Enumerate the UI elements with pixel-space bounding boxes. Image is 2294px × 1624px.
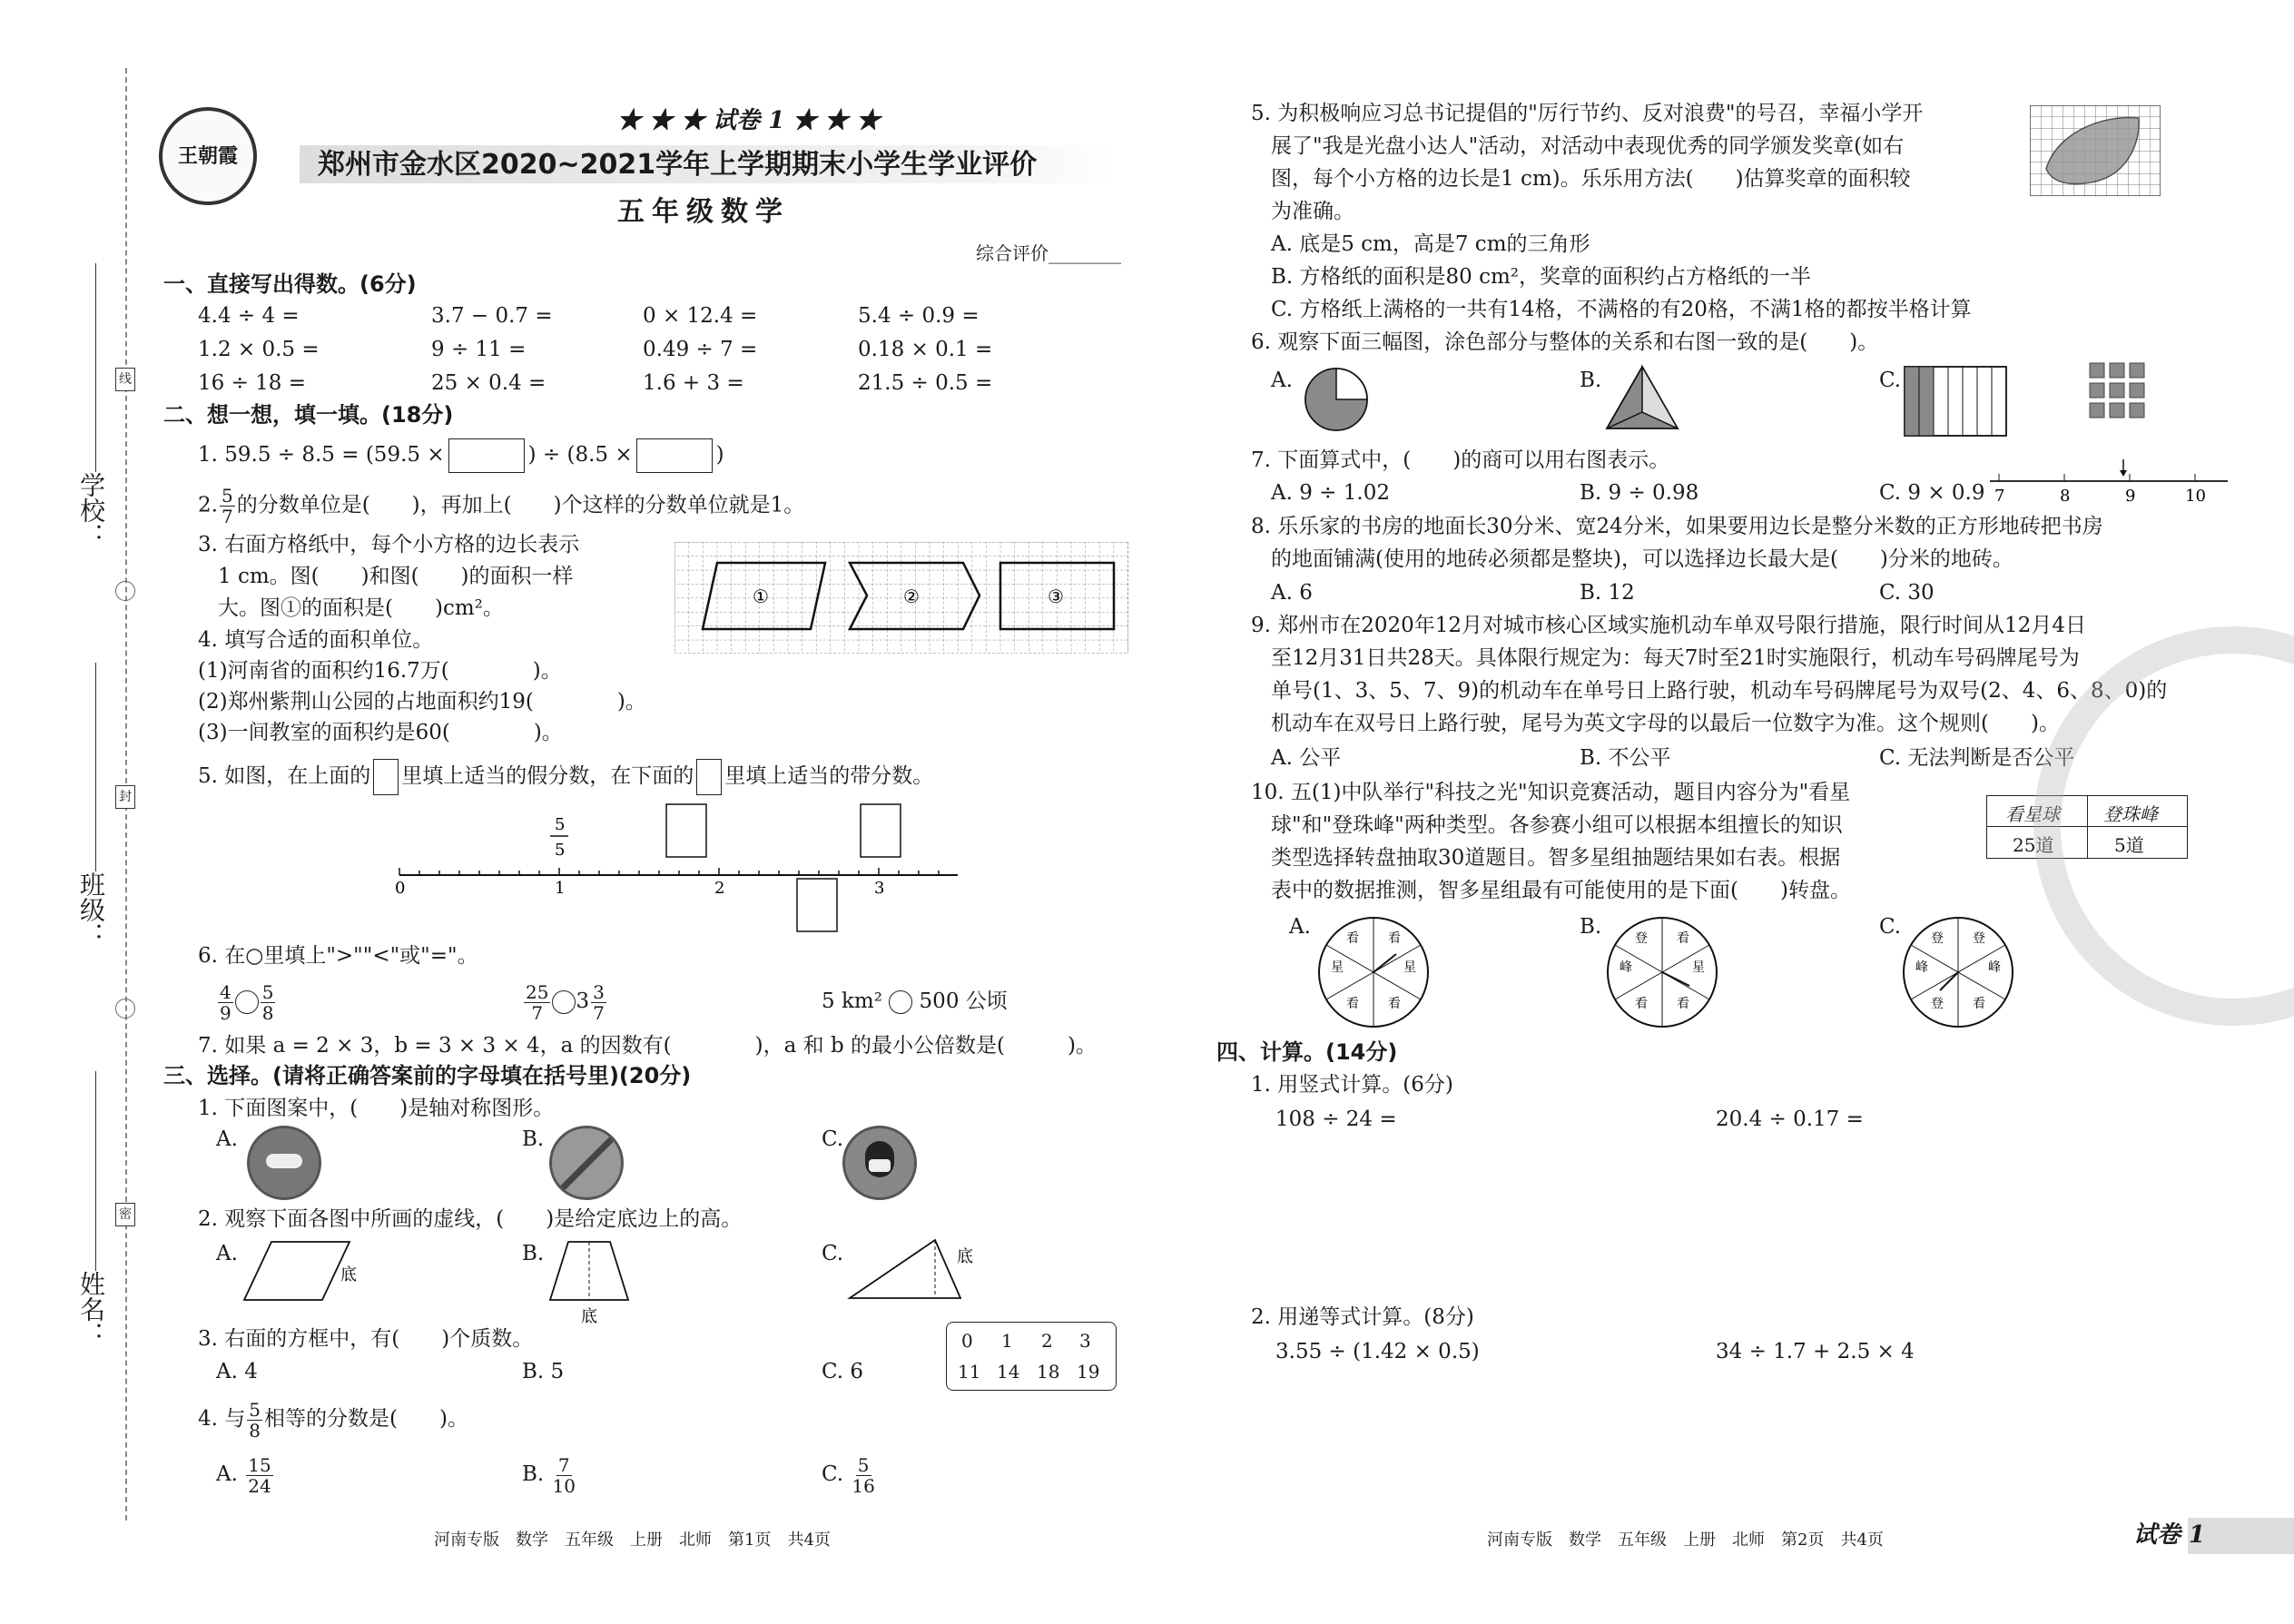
reference-squares-figure — [2088, 361, 2146, 419]
name-label: 姓名： — [76, 1271, 106, 1347]
calc-item: 0.18 × 0.1 = — [858, 338, 993, 361]
answer-box[interactable] — [373, 759, 399, 795]
s2-q3-line1: 3. 右面方格纸中，每个小方格的边长表示 — [198, 533, 580, 556]
svg-text:看: 看 — [1346, 997, 1359, 1011]
number-box: 0 1 2 3 11 14 18 19 — [946, 1322, 1117, 1391]
s2-q6: 6. 在○里填上">""<"或"="。 — [198, 944, 478, 968]
section3-title: 三、选择。(请将正确答案前的字母填在括号里)(20分) — [163, 1063, 692, 1088]
answer-box[interactable] — [696, 759, 722, 795]
q3-opt-b: B. 5 — [522, 1360, 565, 1383]
s2-q6a: $\frac{4}{9}$ $\frac{5}{8}$ — [220, 980, 274, 1024]
svg-text:7: 7 — [1994, 487, 2005, 506]
calc-item: 3.7 − 0.7 = — [431, 304, 553, 328]
overall-rating: 综合评价________ — [976, 242, 1121, 264]
tick-label-3: 3 — [874, 879, 885, 898]
calc-item: 5.4 ÷ 0.9 = — [858, 304, 980, 328]
name-line — [95, 1071, 96, 1271]
calc-item: 1.2 × 0.5 = — [198, 338, 320, 361]
r-q9-l3: 单号(1、3、5、7、9)的机动车在单号日上路行驶，机动车号码牌尾号为双号(2、4、6、8、0)的 — [1271, 679, 2168, 703]
grid-shapes-figure — [674, 542, 1128, 654]
fraction: $\frac{5}{7}$ — [221, 485, 233, 527]
school-line — [95, 263, 96, 472]
q3-opt-a: A. 4 — [216, 1360, 258, 1383]
svg-text:登: 登 — [1931, 997, 1944, 1011]
spinner-c — [1899, 913, 2017, 1031]
figure-label-2: ② — [903, 586, 920, 607]
r-q9-l1: 9. 郑州市在2020年12月对城市核心区域实施机动车单双号限行措施，限行时间从12月4日 — [1251, 614, 2086, 637]
s3-q2: 2. 观察下面各图中所画的虚线，( )是给定底边上的高。 — [198, 1207, 743, 1231]
r-q5-a: A. 底是5 cm，高是7 cm的三角形 — [1271, 232, 1590, 256]
no-spitting-icon — [549, 1126, 624, 1200]
s3-q1: 1. 下面图案中，( )是轴对称图形。 — [198, 1097, 555, 1120]
svg-text:看: 看 — [1677, 931, 1689, 946]
wash-hands-icon — [247, 1126, 321, 1200]
s2-q7: 7. 如果 a = 2 × 3，b = 3 × 3 × 4，a 的因数有( )，a 和 b 的最小公倍数是( )。 — [198, 1034, 1097, 1058]
bars-shaded-figure — [1903, 365, 2008, 438]
q9-opt-c: C. 无法判断是否公平 — [1879, 746, 2075, 770]
tick-label-1: 1 — [555, 879, 566, 898]
lower-answer-box — [797, 879, 837, 931]
answer-box[interactable] — [448, 438, 525, 473]
s4-q2: 2. 用递等式计算。(8分) — [1251, 1305, 1474, 1329]
table-cell-watch: 25道 — [2013, 834, 2054, 856]
calc-item: 21.5 ÷ 0.5 = — [858, 371, 993, 395]
page-title: 郑州市金水区2020~2021学年上学期期末小学生学业评价 — [318, 149, 1038, 181]
s3-q3: 3. 右面的方框中，有( )个质数。 — [198, 1327, 534, 1351]
opt-a: A. — [216, 1242, 238, 1265]
spinner-b — [1603, 913, 1721, 1031]
q7-opt-a: A. 9 ÷ 1.02 — [1271, 481, 1390, 505]
r-q8-l2: 的地面铺满(使用的地砖必须都是整块)，可以选择边长最大是( )分米的地砖。 — [1271, 547, 2013, 571]
mask-person-icon — [842, 1126, 917, 1200]
calc-item: 0 × 12.4 = — [643, 304, 758, 328]
logo-text: 王朝霞 — [177, 144, 238, 168]
r-q7: 7. 下面算式中，( )的商可以用右图表示。 — [1251, 448, 1670, 472]
svg-text:看: 看 — [1388, 997, 1401, 1011]
q3-opt-c: C. 6 — [822, 1360, 864, 1383]
svg-text:星: 星 — [1403, 960, 1416, 975]
trapezoid-height-figure — [545, 1235, 645, 1325]
s4-q2b: 34 ÷ 1.7 + 2.5 × 4 — [1716, 1340, 1915, 1363]
s2-q6b: $\frac{25}{7}$ 3 $\frac{3}{7}$ — [526, 980, 605, 1024]
q9-opt-b: B. 不公平 — [1580, 746, 1671, 770]
opt-b: B. — [1580, 915, 1602, 939]
s2-q4: 4. 填写合适的面积单位。 — [198, 628, 434, 652]
s4-q1a: 108 ÷ 24 = — [1275, 1107, 1397, 1131]
parallelogram-height-figure — [241, 1235, 368, 1307]
seal-mark-line: 线 — [115, 368, 135, 391]
triangle-height-figure — [844, 1235, 989, 1307]
svg-text:10: 10 — [2185, 487, 2206, 506]
seal-mark-seal: 封 — [115, 785, 135, 809]
r-q9-l2: 至12月31日共28天。具体限行规定为：每天7时至21时实施限行，机动车号码牌尾号为 — [1271, 646, 2080, 670]
spinner-a — [1314, 913, 1433, 1031]
svg-text:8: 8 — [2060, 487, 2071, 506]
s2-q2: 2. $\frac{5}{7}$ 的分数单位是( )，再加上( )个这样的分数单位就是1。 — [198, 485, 805, 527]
seal-mark-secret: 密 — [115, 1203, 135, 1226]
number-line-ticks — [399, 868, 939, 875]
svg-text:看: 看 — [1677, 997, 1689, 1011]
r-q5-l1: 5. 为积极响应习总书记提倡的"厉行节约、反对浪费"的号召，幸福小学开 — [1251, 102, 1924, 125]
s2-q4b: (2)郑州紫荆山公园的占地面积约19( )。 — [198, 690, 646, 714]
s2-q6c: 5 km² 500 公顷 — [822, 989, 1008, 1013]
answer-box[interactable] — [636, 438, 713, 473]
svg-text:星: 星 — [1692, 960, 1705, 975]
calc-item: 4.4 ÷ 4 = — [198, 304, 300, 328]
q7-opt-b: B. 9 ÷ 0.98 — [1580, 481, 1699, 505]
r-q8-l1: 8. 乐乐家的书房的地面长30分米、宽24分米，如果要用边长是整分米数的正方形地砖把书房 — [1251, 515, 2103, 538]
svg-text:底: 底 — [581, 1307, 597, 1325]
footer-right: 河南专版 数学 五年级 上册 北师 第2页 共4页 — [1487, 1530, 1884, 1550]
fraction-numerator: 5 — [555, 815, 566, 834]
r-q10-l4: 表中的数据推测，智多星组最有可能使用的是下面( )转盘。 — [1271, 879, 1851, 902]
s2-q4c: (3)一间教室的面积约是60( )。 — [198, 721, 563, 744]
s2-q5: 5. 如图，在上面的 里填上适当的假分数，在下面的 里填上适当的带分数。 — [198, 759, 933, 795]
opt-a: A. — [1271, 369, 1293, 392]
compare-circle[interactable] — [235, 990, 259, 1014]
r-q5-l2: 展了"我是光盘小达人"活动，对活动中表现优秀的同学颁发奖章(如右 — [1271, 134, 1905, 158]
r-q10-l1: 10. 五(1)中队举行"科技之光"知识竞赛活动，题目内容分为"看星 — [1251, 781, 1851, 804]
section2-title: 二、想一想，填一填。(18分) — [163, 402, 454, 428]
figure-label-1: ① — [753, 586, 769, 607]
table-header-watch: 看星球 — [2005, 803, 2060, 825]
r-q5-c: C. 方格纸上满格的一共有14格，不满格的有20格，不满1格的都按半格计算 — [1271, 298, 1972, 321]
s4-q2a: 3.55 ÷ (1.42 × 0.5) — [1275, 1340, 1480, 1363]
s2-q1: 1. 59.5 ÷ 8.5 = (59.5 × ) ÷ (8.5 × ) — [198, 438, 724, 473]
s4-q1b: 20.4 ÷ 0.17 = — [1716, 1107, 1864, 1131]
opt-a: A. — [216, 1127, 238, 1151]
footer-tag: 试卷 1 — [2133, 1521, 2206, 1549]
r-q10-l2: 球"和"登珠峰"两种类型。各参赛小组可以根据本组擅长的知识 — [1271, 813, 1843, 837]
footer-left: 河南专版 数学 五年级 上册 北师 第1页 共4页 — [434, 1530, 831, 1550]
calc-item: 16 ÷ 18 = — [198, 371, 307, 395]
tick-label-2: 2 — [714, 879, 725, 898]
opt-c: C. — [1879, 369, 1902, 392]
svg-text:峰: 峰 — [1915, 960, 1928, 975]
svg-text:看: 看 — [1973, 997, 1985, 1011]
calc-item: 1.6 + 3 = — [643, 371, 744, 395]
svg-text:看: 看 — [1388, 931, 1401, 946]
s3-q4: 4. 与 $\frac{5}{8}$ 相等的分数是( )。 — [198, 1398, 468, 1442]
svg-text:登: 登 — [1635, 931, 1648, 946]
opt-b: B. — [1580, 369, 1602, 392]
calc-item: 0.49 ÷ 7 = — [643, 338, 758, 361]
r-q5-l4: 为准确。 — [1271, 200, 1354, 223]
opt-b: B. — [522, 1242, 545, 1265]
number-line-figure — [381, 799, 971, 935]
q7-opt-c: C. 9 × 0.9 — [1879, 481, 1985, 505]
figure-label-3: ③ — [1048, 586, 1064, 607]
opt-b: B. — [522, 1127, 545, 1151]
section1-title: 一、直接写出得数。(6分) — [163, 271, 417, 297]
s4-q1: 1. 用竖式计算。(6分) — [1251, 1073, 1453, 1097]
svg-text:峰: 峰 — [1988, 960, 2001, 975]
r-q9-l4: 机动车在双号日上路行驶，尾号为英文字母的以最后一位数字为准。这个规则( )。 — [1271, 712, 2060, 735]
tick-label-0: 0 — [395, 879, 406, 898]
opt-a: A. — [1289, 915, 1311, 939]
triangle-shaded-figure — [1601, 361, 1683, 434]
svg-text:登: 登 — [1931, 931, 1944, 946]
section4-title: 四、计算。(14分) — [1216, 1039, 1398, 1065]
svg-text:9: 9 — [2125, 487, 2136, 506]
class-line — [95, 663, 96, 871]
medal-grid-figure — [2030, 105, 2161, 196]
pie-shaded-figure — [1300, 363, 1373, 436]
q8-opt-b: B. 12 — [1580, 581, 1635, 605]
publisher-logo — [159, 107, 257, 205]
q8-opt-c: C. 30 — [1879, 581, 1935, 605]
opt-c: C. — [822, 1242, 844, 1265]
calc-item: 25 × 0.4 = — [431, 371, 546, 395]
q4-opt-b: B. $\frac{7}{10}$ — [522, 1453, 576, 1497]
binding-hole-icon — [115, 581, 135, 601]
compare-circle[interactable] — [889, 990, 912, 1014]
r-q10-l3: 类型选择转盘抽取30道题目。智多星组抽题结果如右表。根据 — [1271, 846, 1841, 870]
svg-text:登: 登 — [1973, 931, 1985, 946]
svg-text:星: 星 — [1331, 960, 1344, 975]
table-header-climb: 登珠峰 — [2103, 803, 2158, 825]
class-label: 班级： — [76, 871, 106, 948]
svg-text:底: 底 — [340, 1265, 357, 1284]
opt-c: C. — [822, 1127, 844, 1151]
q8-opt-a: A. 6 — [1271, 581, 1313, 605]
svg-text:底: 底 — [957, 1247, 973, 1266]
exam-tag: ★ ★ ★ 试卷 1 ★ ★ ★ — [617, 107, 881, 134]
r-q6: 6. 观察下面三幅图，涂色部分与整体的关系和右图一致的是( )。 — [1251, 330, 1879, 354]
q7-number-line — [1986, 454, 2231, 510]
q4-opt-c: C. $\frac{5}{16}$ — [822, 1453, 875, 1497]
opt-c: C. — [1879, 915, 1902, 939]
fraction-denominator: 5 — [555, 841, 566, 860]
q4-opt-a: A. $\frac{15}{24}$ — [216, 1453, 271, 1497]
r-q5-l3: 图，每个小方格的边长是1 cm)。乐乐用方法( )估算奖章的面积较 — [1271, 167, 1911, 191]
svg-text:看: 看 — [1635, 997, 1648, 1011]
upper-answer-box — [666, 804, 706, 857]
binding-hole-icon — [115, 999, 135, 1019]
svg-text:峰: 峰 — [1620, 960, 1632, 975]
subject-title: 五年级数学 — [617, 196, 790, 228]
compare-circle[interactable] — [552, 990, 576, 1014]
school-label: 学校： — [76, 472, 106, 548]
calc-item: 9 ÷ 11 = — [431, 338, 527, 361]
s2-q4a: (1)河南省的面积约16.7万( )。 — [198, 659, 562, 683]
upper-answer-box — [861, 804, 901, 857]
q9-opt-a: A. 公平 — [1271, 746, 1342, 770]
table-cell-climb: 5道 — [2114, 834, 2144, 856]
s2-q3-line2: 1 cm。图( )和图( )的面积一样 — [218, 565, 574, 588]
svg-text:看: 看 — [1346, 931, 1359, 946]
s2-q3-line3: 大。图①的面积是( )cm²。 — [218, 596, 504, 620]
r-q5-b: B. 方格纸的面积是80 cm²，奖章的面积约占方格纸的一半 — [1271, 265, 1812, 289]
